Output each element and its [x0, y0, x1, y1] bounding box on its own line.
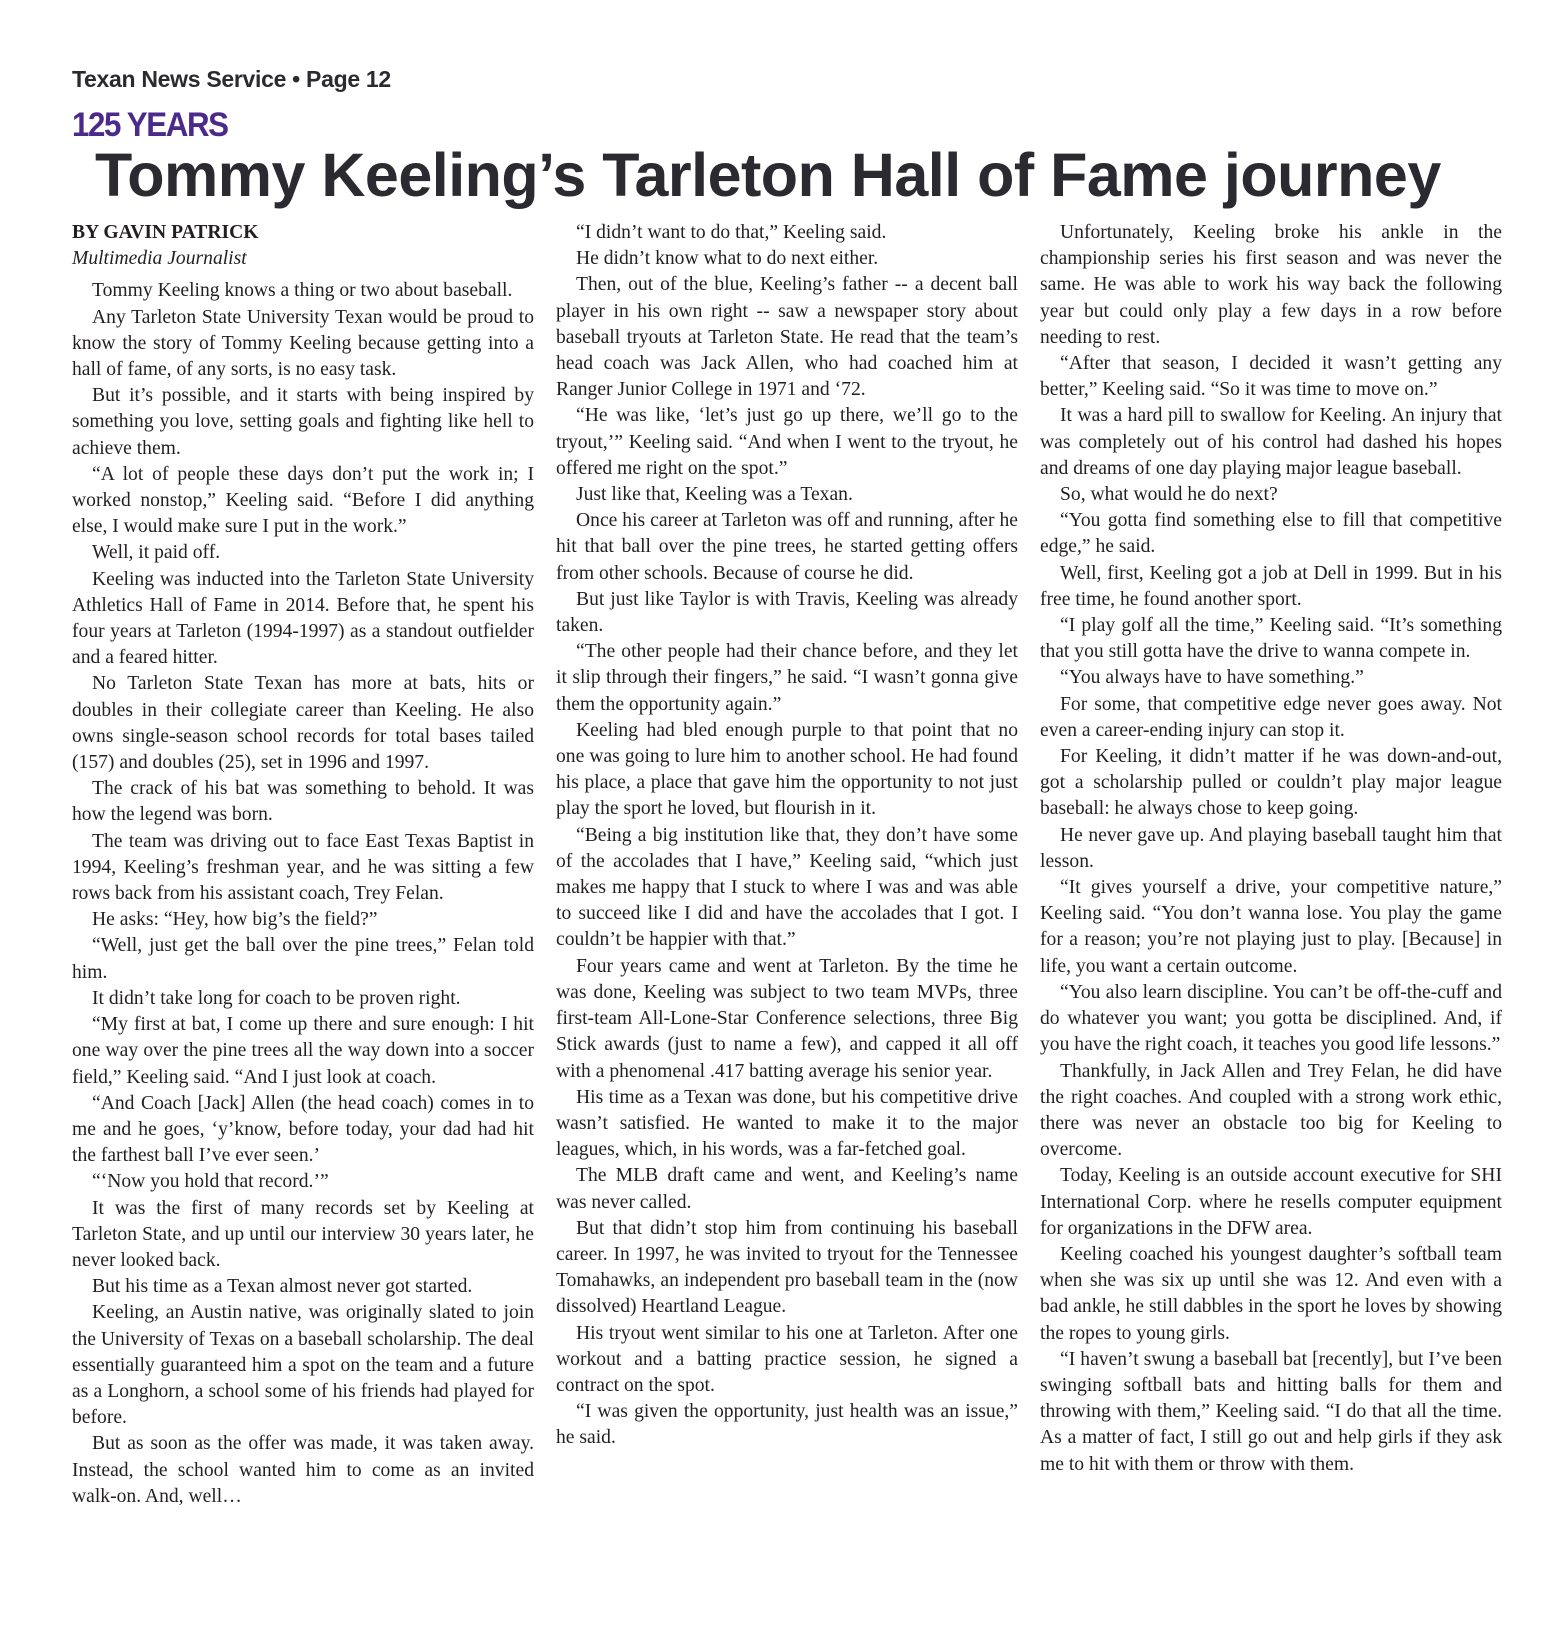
paragraph: The crack of his bat was something to behold. It was how the legend was born. — [72, 778, 534, 826]
paragraph: “He was like, ‘let’s just go up there, we’ll go to the tryout,’” Keeling said. “And when I went to the tryout, he offered me right on the spot.” — [556, 405, 1018, 479]
paragraph: “I was given the opportunity, just health was an issue,” he said. — [556, 1401, 1018, 1449]
byline-author: BY GAVIN PATRICK — [72, 222, 259, 243]
paragraph: Unfortunately, Keeling broke his ankle in the championship series his first season and was never the same. He was able to work his way back the following year but could only play a few days in a row before needing to rest. — [1040, 222, 1502, 348]
paragraph: “I haven’t swung a baseball bat [recently], but I’ve been swinging softball bats and hitting balls for them and throwing with them,” Keeling said. “I do that all the time. As a matter of fact, I still go out and help girls if they ask me to hit with them or throw with them. — [1040, 1348, 1502, 1475]
paragraph: So, what would he do next? — [1060, 484, 1278, 506]
paragraph: Keeling, an Austin native, was originally slated to join the University of Texas on a baseball scholarship. The deal essentially guaranteed him a spot on the team and a future as a Longhorn, a school some of his friends had played for before. — [72, 1302, 534, 1429]
column-2 — [556, 220, 1018, 1452]
paragraph: Keeling had bled enough purple to that point that no one was going to lure him to another school. He had found his place, a place that gave him the opportunity to not just play the sport he loved, but flourish in it. — [556, 719, 1018, 820]
paragraph: “I play golf all the time,” Keeling said. “It’s something that you still gotta have the drive to wanna compete in. — [1040, 615, 1502, 663]
byline-role: Multimedia Journalist — [72, 248, 247, 270]
paragraph: It didn’t take long for coach to be proven right. — [92, 987, 461, 1009]
paragraph: But that didn’t stop him from continuing his baseball career. In 1997, he was invited to tryout for the Tennessee Tomahawks, an independent pro baseball team in the (now dissolved) Heartland League. — [556, 1217, 1018, 1318]
paragraph: No Tarleton State Texan has more at bats, hits or doubles in their collegiate career than Keeling. He also owns single-season school records for total bases tailed (157) and doubles (25), set in 1996 and 1997. — [72, 673, 534, 774]
paragraph: For some, that competitive edge never goes away. Not even a career-ending injury can stop it. — [1040, 693, 1502, 741]
paragraph: “You gotta find something else to fill that competitive edge,” he said. — [1040, 510, 1502, 558]
headline: Tommy Keeling’s Tarleton Hall of Fame journey — [95, 141, 1441, 209]
paragraph: Four years came and went at Tarleton. By the time he was done, Keeling was subject to two team MVPs, three first-team All-Lone-Star Conference selections, three Big Stick awards (just to name a few), and capped it all off with a phenomenal .417 batting average his senior year. — [556, 955, 1018, 1082]
paragraph: “You also learn discipline. You can’t be off-the-cuff and do whatever you want; you gotta be disciplined. And, if you have the right coach, it teaches you good life lessons.” — [1040, 981, 1502, 1056]
paragraph: Just like that, Keeling was a Texan. — [576, 484, 853, 506]
paragraph: Thankfully, in Jack Allen and Trey Felan, he did have the right coaches. And coupled with a strong work ethic, there was never an obstacle too big for Keeling to overcome. — [1040, 1060, 1502, 1161]
page-number: Page 12 — [306, 66, 391, 92]
paragraph: It was a hard pill to swallow for Keeling. An injury that was completely out of his control had dashed his hopes and dreams of one day playing major league baseball. — [1040, 405, 1502, 479]
paragraph: “And Coach [Jack] Allen (the head coach) comes in to me and he goes, ‘y’know, before today, your dad had hit the farthest ball I’ve ever seen.’ — [72, 1092, 534, 1167]
paragraph: Well, it paid off. — [92, 542, 221, 564]
paragraph: Tommy Keeling knows a thing or two about baseball. — [92, 280, 513, 302]
paragraph: “It gives yourself a drive, your competitive nature,” Keeling said. “You don’t wanna lose. You play the game for a reason; you’re not playing just to play. [Because] in life, you want a certain outcome. — [1040, 877, 1502, 977]
paragraph: For Keeling, it didn’t matter if he was down-and-out, got a scholarship pulled or couldn’t play major league baseball: he always chose to keep going. — [1040, 746, 1502, 820]
separator: • — [292, 66, 300, 92]
paragraph: “Well, just get the ball over the pine trees,” Felan told him. — [72, 935, 534, 983]
paragraph: But as soon as the offer was made, it was taken away. Instead, the school wanted him to come as an invited walk-on. And, well… — [72, 1433, 534, 1507]
section-label: 125 YEARS — [72, 106, 228, 144]
paragraph: The team was driving out to face East Texas Baptist in 1994, Keeling’s freshman year, and he was sitting a few rows back from his assistant coach, Trey Felan. — [72, 830, 534, 905]
paragraph: Today, Keeling is an outside account executive for SHI International Corp. where he resells computer equipment for organizations in the DFW area. — [1040, 1165, 1502, 1239]
paragraph: It was the first of many records set by Keeling at Tarleton State, and up until our interview 30 years later, he never looked back. — [72, 1197, 534, 1271]
paragraph: But it’s possible, and it starts with being inspired by something you love, setting goals and fighting like hell to achieve them. — [72, 385, 534, 459]
paragraph: “Being a big institution like that, they don’t have some of the accolades that I have,” Keeling said, “which just makes me happy that I stuck to where I was and was able to succeed like I did and have the accolades that I got. I couldn’t be happier with that.” — [556, 824, 1018, 951]
paragraph: “You always have to have something.” — [1060, 667, 1364, 689]
paragraph: Keeling coached his youngest daughter’s softball team when she was six up until she was 12. And even with a bad ankle, he still dabbles in the sport he loves by showing the ropes to young girls. — [1040, 1243, 1502, 1344]
paragraph: Any Tarleton State University Texan would be proud to know the story of Tommy Keeling because getting into a hall of fame, of any sorts, is no easy task. — [72, 306, 534, 381]
paragraph: His tryout went similar to his one at Tarleton. After one workout and a batting practice session, he signed a contract on the spot. — [556, 1322, 1018, 1396]
paragraph: But just like Taylor is with Travis, Keeling was already taken. — [556, 588, 1018, 637]
paragraph: “A lot of people these days don’t put the work in; I worked nonstop,” Keeling said. “Before I did anything else, I would make sure I put in the work.” — [72, 463, 534, 538]
paragraph: “I didn’t want to do that,” Keeling said. — [576, 222, 887, 243]
paragraph: But his time as a Texan almost never got started. — [92, 1276, 473, 1298]
publication-header — [72, 66, 391, 93]
paragraph: “After that season, I decided it wasn’t getting any better,” Keeling said. “So it was time to move on.” — [1040, 353, 1502, 401]
paragraph: His time as a Texan was done, but his competitive drive wasn’t satisfied. He wanted to make it to the major leagues, which, in his words, was a far-fetched goal. — [556, 1086, 1018, 1161]
paragraph: Well, first, Keeling got a job at Dell in 1999. But in his free time, he found another sport. — [1040, 562, 1502, 610]
paragraph: Then, out of the blue, Keeling’s father -- a decent ball player in his own right -- saw a newspaper story about baseball tryouts at Tarleton State. He read that the team’s head coach was Jack Allen, who had coached him at Ranger Junior College in 1971 and ‘72. — [556, 274, 1018, 401]
column-3 — [1040, 220, 1502, 1478]
paragraph: “‘Now you hold that record.’” — [92, 1171, 329, 1193]
paragraph: Keeling was inducted into the Tarleton State University Athletics Hall of Fame in 2014. Before that, he spent his four years at Tarleton (1994-1997) as a standout outfielder and a feared hitter. — [72, 568, 534, 669]
paragraph: Once his career at Tarleton was off and running, after he hit that ball over the pine trees, he started getting offers from other schools. Because of course he did. — [556, 510, 1018, 584]
publication-name: Texan News Service — [72, 66, 287, 92]
paragraph: He didn’t know what to do next either. — [576, 248, 879, 270]
paragraph: “My first at bat, I come up there and sure enough: I hit one way over the pine trees all the way down into a soccer field,” Keeling said. “And I just look at coach. — [72, 1014, 534, 1088]
paragraph: “The other people had their chance before, and they let it slip through their fingers,” he said. “I wasn’t gonna give them the opportunity again.” — [556, 641, 1018, 715]
paragraph: He asks: “Hey, how big’s the field?” — [92, 909, 378, 931]
column-1 — [72, 220, 534, 1510]
paragraph: He never gave up. And playing baseball taught him that lesson. — [1040, 824, 1502, 872]
paragraph: The MLB draft came and went, and Keeling’s name was never called. — [556, 1165, 1018, 1213]
